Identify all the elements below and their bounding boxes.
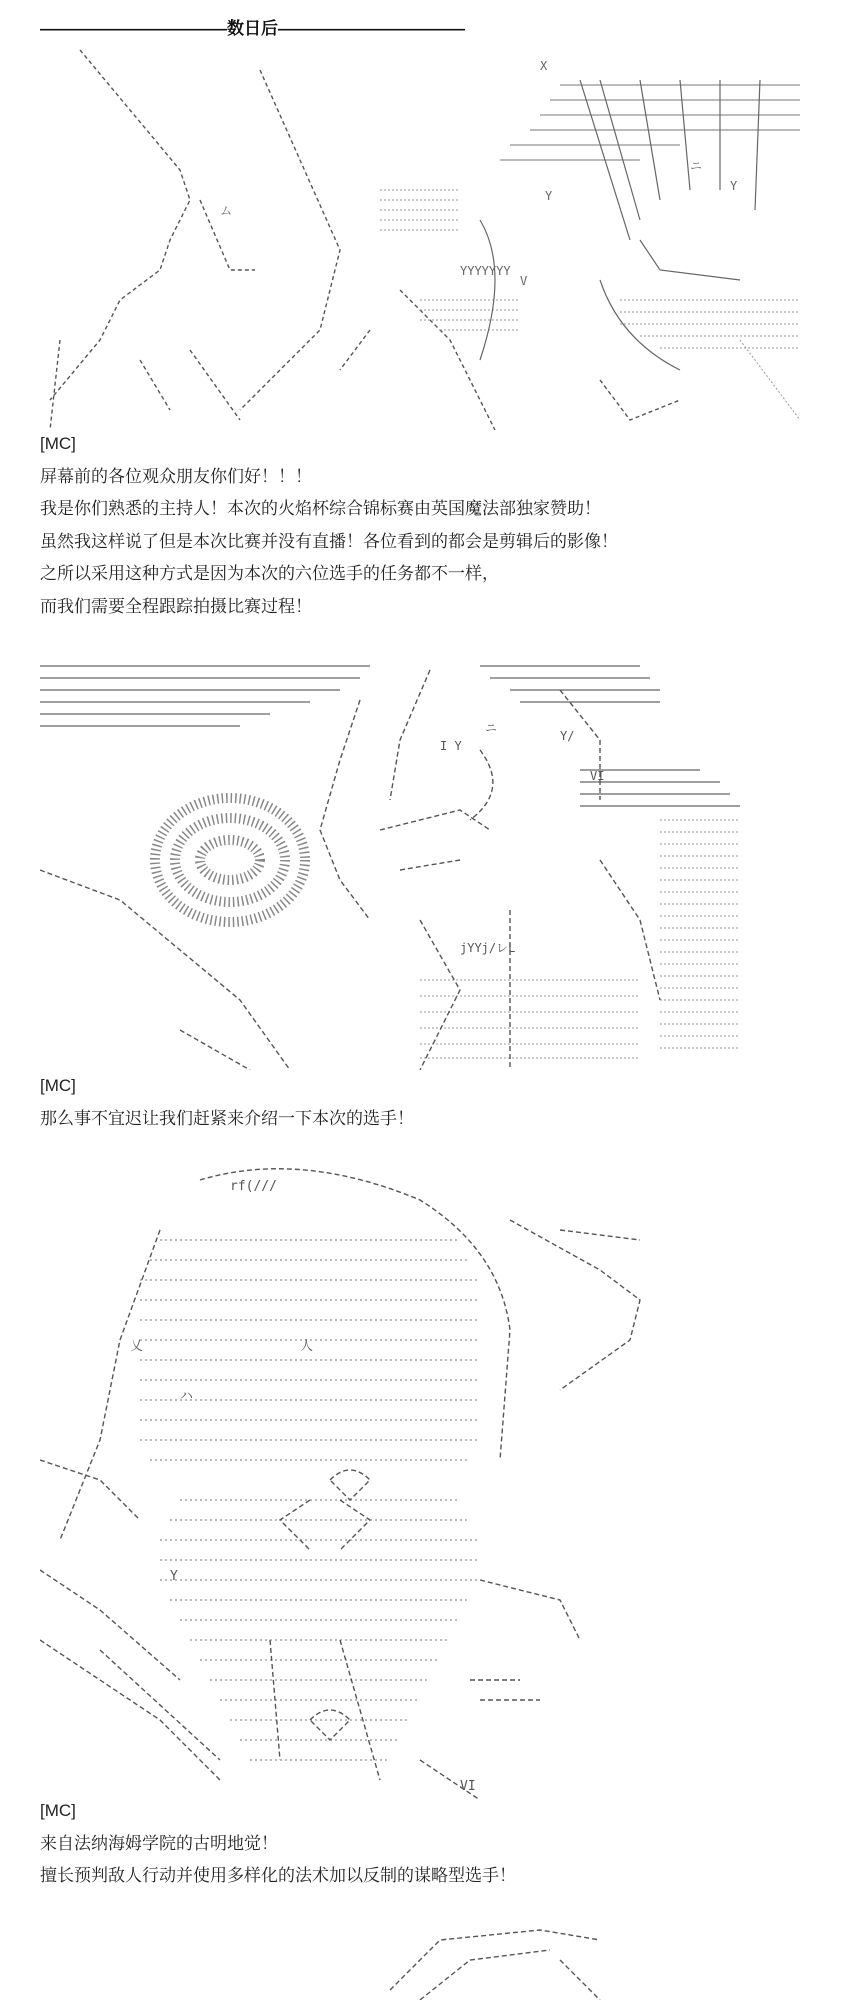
aa-art-lines-icon <box>380 1920 680 2000</box>
dialogue-line: 虽然我这样说了但是本次比赛并没有直播！各位看到的都会是剪辑后的影像！ <box>40 531 618 551</box>
art-mark: 乂 <box>130 1339 144 1354</box>
ascii-art-panel-4 <box>380 1920 680 2000</box>
speaker-label: [MC] <box>40 1076 76 1095</box>
dialogue-line: 那么事不宜迟让我们赶紧来介绍一下本次的选手！ <box>40 1108 414 1128</box>
ascii-art-panel-2 <box>40 660 830 1070</box>
art-mark: Y <box>545 189 553 203</box>
dialogue-line: 屏幕前的各位观众朋友你们好！！！ <box>40 466 312 486</box>
aa-art-character-icon <box>40 1160 830 1800</box>
ascii-art-panel-1 <box>40 40 830 430</box>
art-mark: rf(/// <box>230 1179 277 1194</box>
art-mark: X <box>540 59 548 73</box>
dialogue-block-2 <box>40 1070 414 1135</box>
art-mark: VI <box>460 1779 476 1794</box>
art-mark: VI <box>590 769 605 783</box>
art-mark: 人 <box>300 1339 314 1354</box>
ascii-art-panel-3 <box>40 1160 830 1800</box>
page-header: ———————————数日后——————————— <box>40 19 465 38</box>
art-mark: Y <box>170 1569 178 1584</box>
art-mark: Y <box>730 179 738 193</box>
dialogue-line: 我是你们熟悉的主持人！本次的火焰杯综合锦标赛由英国魔法部独家赞助！ <box>40 499 601 518</box>
art-mark: Y/ <box>560 729 575 743</box>
art-mark: V <box>520 274 528 288</box>
dialogue-line: 而我们需要全程跟踪拍摄比赛过程！ <box>40 596 312 616</box>
aa-art-character-icon <box>40 660 830 1070</box>
art-mark: ニ <box>690 159 703 173</box>
art-mark: I Y <box>440 739 462 753</box>
art-mark: ニ <box>485 721 498 735</box>
art-mark: jYYj/レL <box>460 941 516 955</box>
art-mark: ハ <box>180 1389 194 1404</box>
dialogue-line: 来自法纳海姆学院的古明地觉！ <box>40 1833 278 1853</box>
dialogue-block-3 <box>40 1795 516 1893</box>
art-mark: YYYYYYY <box>460 264 511 278</box>
art-mark: ム <box>220 204 233 218</box>
dialogue-line: 擅长预判敌人行动并使用多样化的法术加以反制的谋略型选手！ <box>40 1866 516 1885</box>
aa-art-lines-icon <box>40 40 830 430</box>
speaker-label: [MC] <box>40 434 76 453</box>
dialogue-block-1 <box>40 428 618 623</box>
speaker-label: [MC] <box>40 1801 76 1820</box>
dialogue-line: 之所以采用这种方式是因为本次的六位选手的任务都不一样， <box>40 564 499 583</box>
